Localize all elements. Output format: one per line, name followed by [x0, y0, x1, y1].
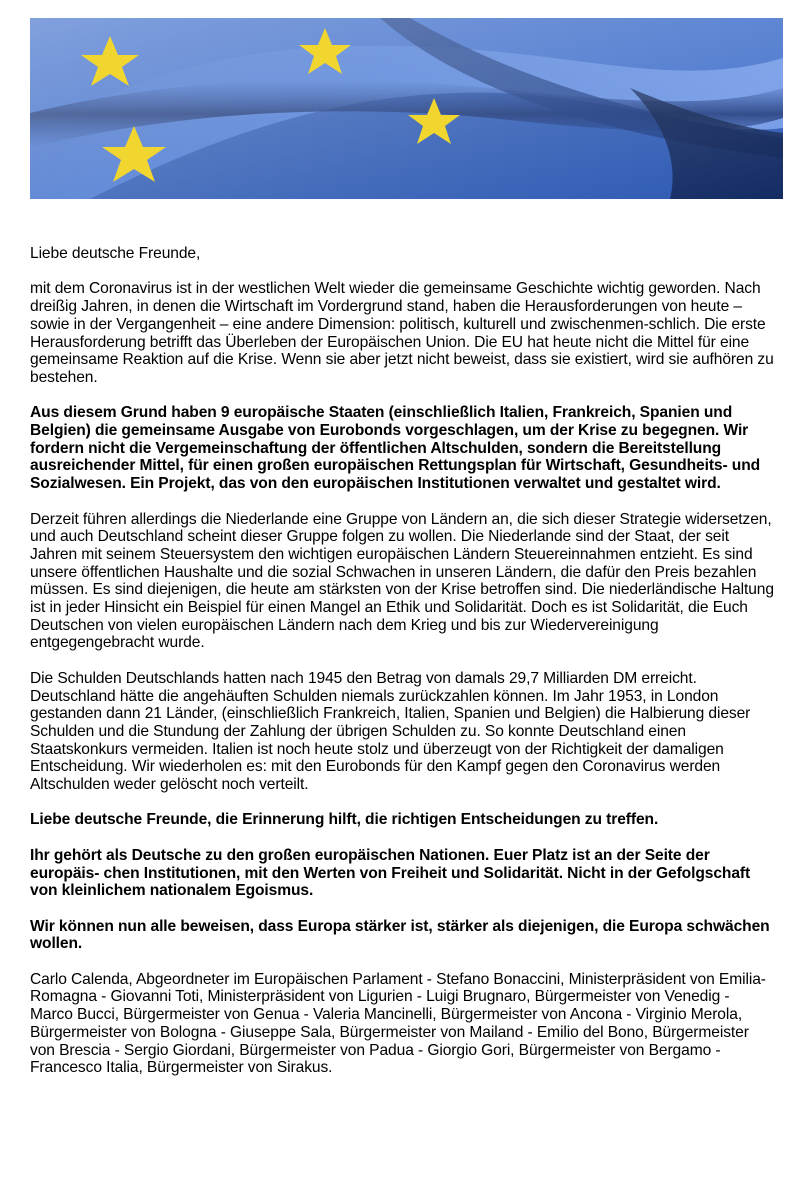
- paragraph-netherlands: Derzeit führen allerdings die Niederlande eine Gruppe von Ländern an, die sich dieser Strategie widersetzen, und auch Deutschland scheint dieser Gruppe folgen zu wollen. Die Niederlande sind der Staat, der seit Jahren mit seinem Steuersystem den wichtigen europäischen Ländern Steuereinnahmen entzieht. Es sind unsere öffentlichen Haushalte und die sozial Schwachen in unseren Ländern, die dafür den Preis bezahlen müssen. Es sind diejenigen, die heute am stärksten von der Krise betroffen sind. Die niederländische Haltung ist in jeder Hinsicht ein Beispiel für einen Mangel an Ethik und Solidarität. Doch es ist Solidarität, die Euch Deutschen von vielen europäischen Ländern nach dem Krieg und bis zur Wiedervereinigung entgegengebracht wurde.: [30, 510, 774, 652]
- paragraph-memory: Liebe deutsche Freunde, die Erinnerung hilft, die richtigen Entscheidungen zu treffen.: [30, 811, 659, 829]
- paragraph-europe-stronger: Wir können nun alle beweisen, dass Europa stärker ist, stärker als diejenigen, die Europa schwächen wollen.: [30, 917, 770, 953]
- signatories: Carlo Calenda, Abgeordneter im Europäischen Parlament - Stefano Bonaccini, Ministerpräsident von Emilia-Romagna - Giovanni Toti, Ministerpräsident von Ligurien - Luigi Brugnaro, Bürgermeister von Venedig - Marco Bucci, Bürgermeister von Genua - Valeria Mancinelli, Bürgermeister von Ancona - Virginio Merola, Bürgermeister von Bologna - Giuseppe Sala, Bürgermeister von Mailand - Emilio del Bono, Bürgermeister von Brescia - Sergio Giordani, Bürgermeister von Padua - Giorgio Gori, Bürgermeister von Bergamo - Francesco Italia, Bürgermeister von Sirakus.: [30, 970, 766, 1077]
- paragraph-place: Ihr gehört als Deutsche zu den großen europäischen Nationen. Euer Platz ist an der Seite der europäis- chen Institutionen, mit den Werten von Freiheit und Solidarität. Nicht in der Gefolgschaft von kleinlichem nationalem Egoismus.: [30, 846, 751, 900]
- paragraph-eurobonds: Aus diesem Grund haben 9 europäische Staaten (einschließlich Italien, Frankreich, Spanien und Belgien) die gemeinsame Ausgabe von Eurobonds vorgeschlagen, um der Krise zu begegnen. Wir fordern nicht die Vergemeinschaftung der öffentlichen Altschulden, sondern die Bereitstellung ausreichender Mittel, für einen großen europäischen Rettungsplan für Wirtschaft, Gesundheits- und Sozialwesen. Ein Projekt, das von den europäischen Institutionen verwaltet und gestaltet wird.: [30, 404, 761, 493]
- salutation: Liebe deutsche Freunde,: [30, 245, 201, 262]
- eu-flag-image: [30, 18, 783, 199]
- paragraph-debt-history: Die Schulden Deutschlands hatten nach 1945 den Betrag von damals 29,7 Milliarden DM erreicht. Deutschland hätte die angehäuften Schulden niemals zurückzahlen können. Im Jahr 1953, in London gestanden dann 21 Länder, (einschließlich Frankreich, Italien, Spanien und Belgien) die Halbierung dieser Schulden und die Stundung der Zahlung der übrigen Schulden zu. So konnte Deutschland einen Staatskonkurs vermeiden. Italien ist noch heute stolz und überzeugt von der Richtigkeit der damaligen Entscheidung. Wir wiederholen es: mit den Eurobonds für den Kampf gegen den Coronavirus werden Altschulden weder gelöscht noch verteilt.: [30, 669, 751, 794]
- paragraph-intro: mit dem Coronavirus ist in der westlichen Welt wieder die gemeinsame Geschichte wichtig geworden. Nach dreißig Jahren, in denen die Wirtschaft im Vordergrund stand, haben die Herausforderungen von heute – sowie in der Vergangenheit – eine andere Dimension: politisch, kulturell und zwischenmen-schlich. Die erste Herausforderung betrifft das Überleben der Europäischen Union. Die EU hat heute nicht die Mittel für eine gemeinsame Reaktion auf die Krise. Wenn sie aber jetzt nicht beweist, dass sie existiert, wird sie aufhören zu bestehen.: [30, 280, 774, 386]
- eu-flag-banner: [30, 18, 783, 199]
- letter-body: [30, 245, 775, 1095]
